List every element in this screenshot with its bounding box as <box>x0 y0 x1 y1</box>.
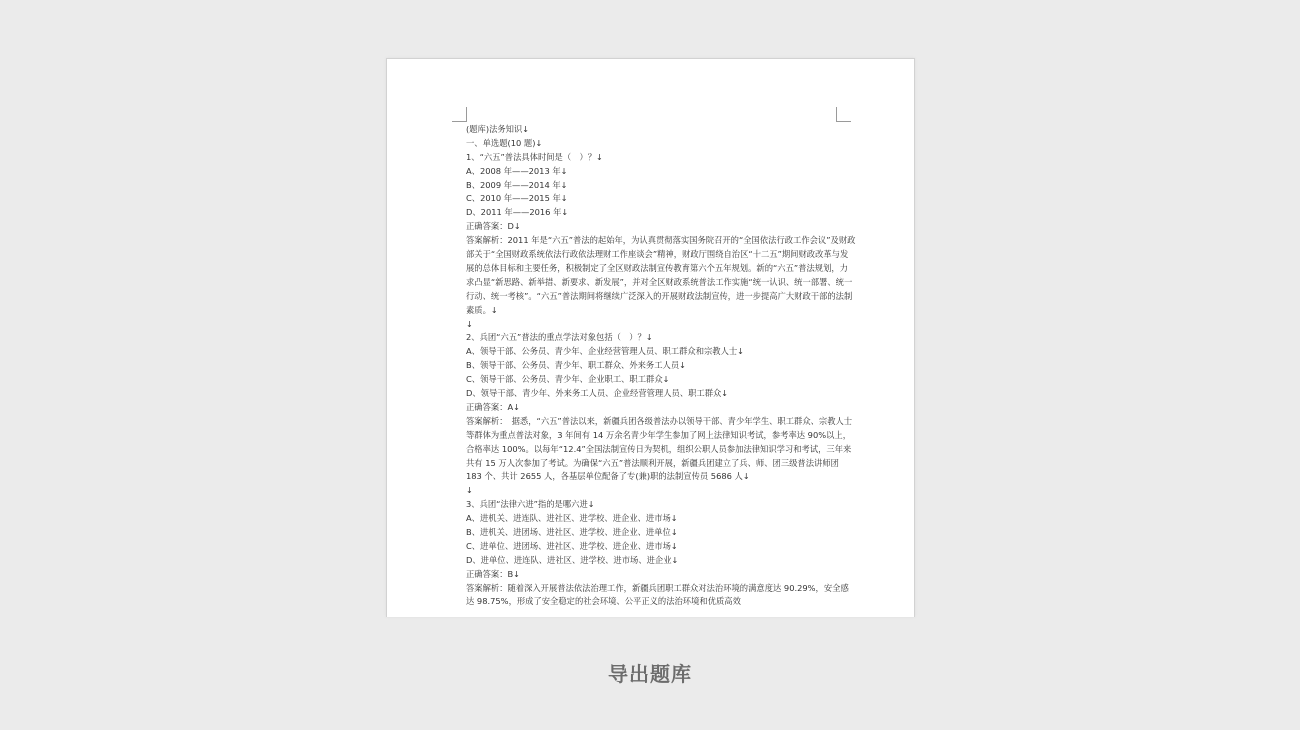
question-stem: 1、“六五”普法具体时间是（ ）？↓ <box>466 151 603 162</box>
question-option: D、2011 年——2016 年↓ <box>466 207 569 218</box>
question-stem: 2、兵团“六五”普法的重点学法对象包括（ ）？↓ <box>466 332 653 343</box>
blank-paragraph: ↓ <box>466 485 473 496</box>
question-option: C、进单位、进团场、进社区、进学校、进企业、进市场↓ <box>466 540 678 551</box>
correct-answer: 正确答案：D↓ <box>466 221 521 232</box>
document-body <box>466 123 856 609</box>
correct-answer: 正确答案：B↓ <box>466 568 521 579</box>
question-option: D、领导干部、青少年、外来务工人员、企业经营管理人员、职工群众↓ <box>466 388 729 399</box>
question-option: A、2008 年——2013 年↓ <box>466 165 568 176</box>
blank-paragraph: ↓ <box>466 318 473 329</box>
question-option: C、领导干部、公务员、青少年、企业职工、职工群众↓ <box>466 374 670 385</box>
margin-corner-top-left <box>452 107 467 122</box>
question-option: D、进单位、进连队、进社区、进学校、进市场、进企业↓ <box>466 554 679 565</box>
answer-analysis: 答案解析：2011 年是“六五”普法的起始年，为认真贯彻落实国务院召开的“全国依法行政工作会议”及财政部关于“全国财政系统依法行政依法理财工作座谈会”精神，财政厅围绕自治区“十二五”期间财政改革与发展的总体目标和主要任务，积极制定了全区财政法制宣传教育第六个五年规划。新的“六五”普法规划，力求凸显“新思路、新举措、新要求、新发展”，并对全区财政系统普法工作实施“统一认识、统一部署、统一行动、统一考核”。“六五”普法期间将继续广泛深入的开展财政法制宣传，进一步提高广大财政干部的法制素质。↓ <box>466 235 856 315</box>
question-option: B、进机关、进团场、进社区、进学校、进企业、进单位↓ <box>466 527 678 537</box>
question-option: B、2009 年——2014 年↓ <box>466 179 568 190</box>
document-title: (题库)法务知识↓ <box>466 124 530 134</box>
question-option: C、2010 年——2015 年↓ <box>466 193 568 204</box>
question-option: A、进机关、进连队、进社区、进学校、进企业、进市场↓ <box>466 513 678 524</box>
question-option: B、领导干部、公务员、青少年、职工群众、外来务工人员↓ <box>466 360 687 371</box>
question-stem: 3、兵团“法律六进”指的是哪六进↓ <box>466 499 595 510</box>
answer-analysis: 答案解析：随着深入开展普法依法治理工作，新疆兵团职工群众对法治环境的满意度达 90.29%，安全感达 98.75%，形成了安全稳定的社会环境、公平正义的法治环境和优质高效 <box>466 582 849 607</box>
correct-answer: 正确答案：A↓ <box>466 401 521 412</box>
margin-corner-top-right <box>836 107 851 122</box>
export-question-bank-label[interactable]: 导出题库 <box>608 662 692 686</box>
document-page <box>386 58 915 617</box>
answer-analysis: 答案解析： 据悉，“六五”普法以来，新疆兵团各级普法办以领导干部、青少年学生、职工群众、宗教人士等群体为重点普法对象，3 年间有 14 万余名青少年学生参加了网上法律知识考试，参考率达 90%以上，合格率达 100%。以每年“12.4”全国法制宣传日为契机，组织公职人员参加法律知识学习和考试，三年来共有 15 万人次参加了考试。为确保“六五”普法顺利开展，新疆兵团建立了兵、师、团三级普法讲师团 183 个、共计 2655 人，各基层单位配备了专(兼)职的法制宣传员 5686 人↓ <box>466 415 853 482</box>
question-option: A、领导干部、公务员、青少年、企业经营管理人员、职工群众和宗教人士↓ <box>466 346 745 357</box>
section-heading: 一、单选题(10 题)↓ <box>466 137 543 148</box>
